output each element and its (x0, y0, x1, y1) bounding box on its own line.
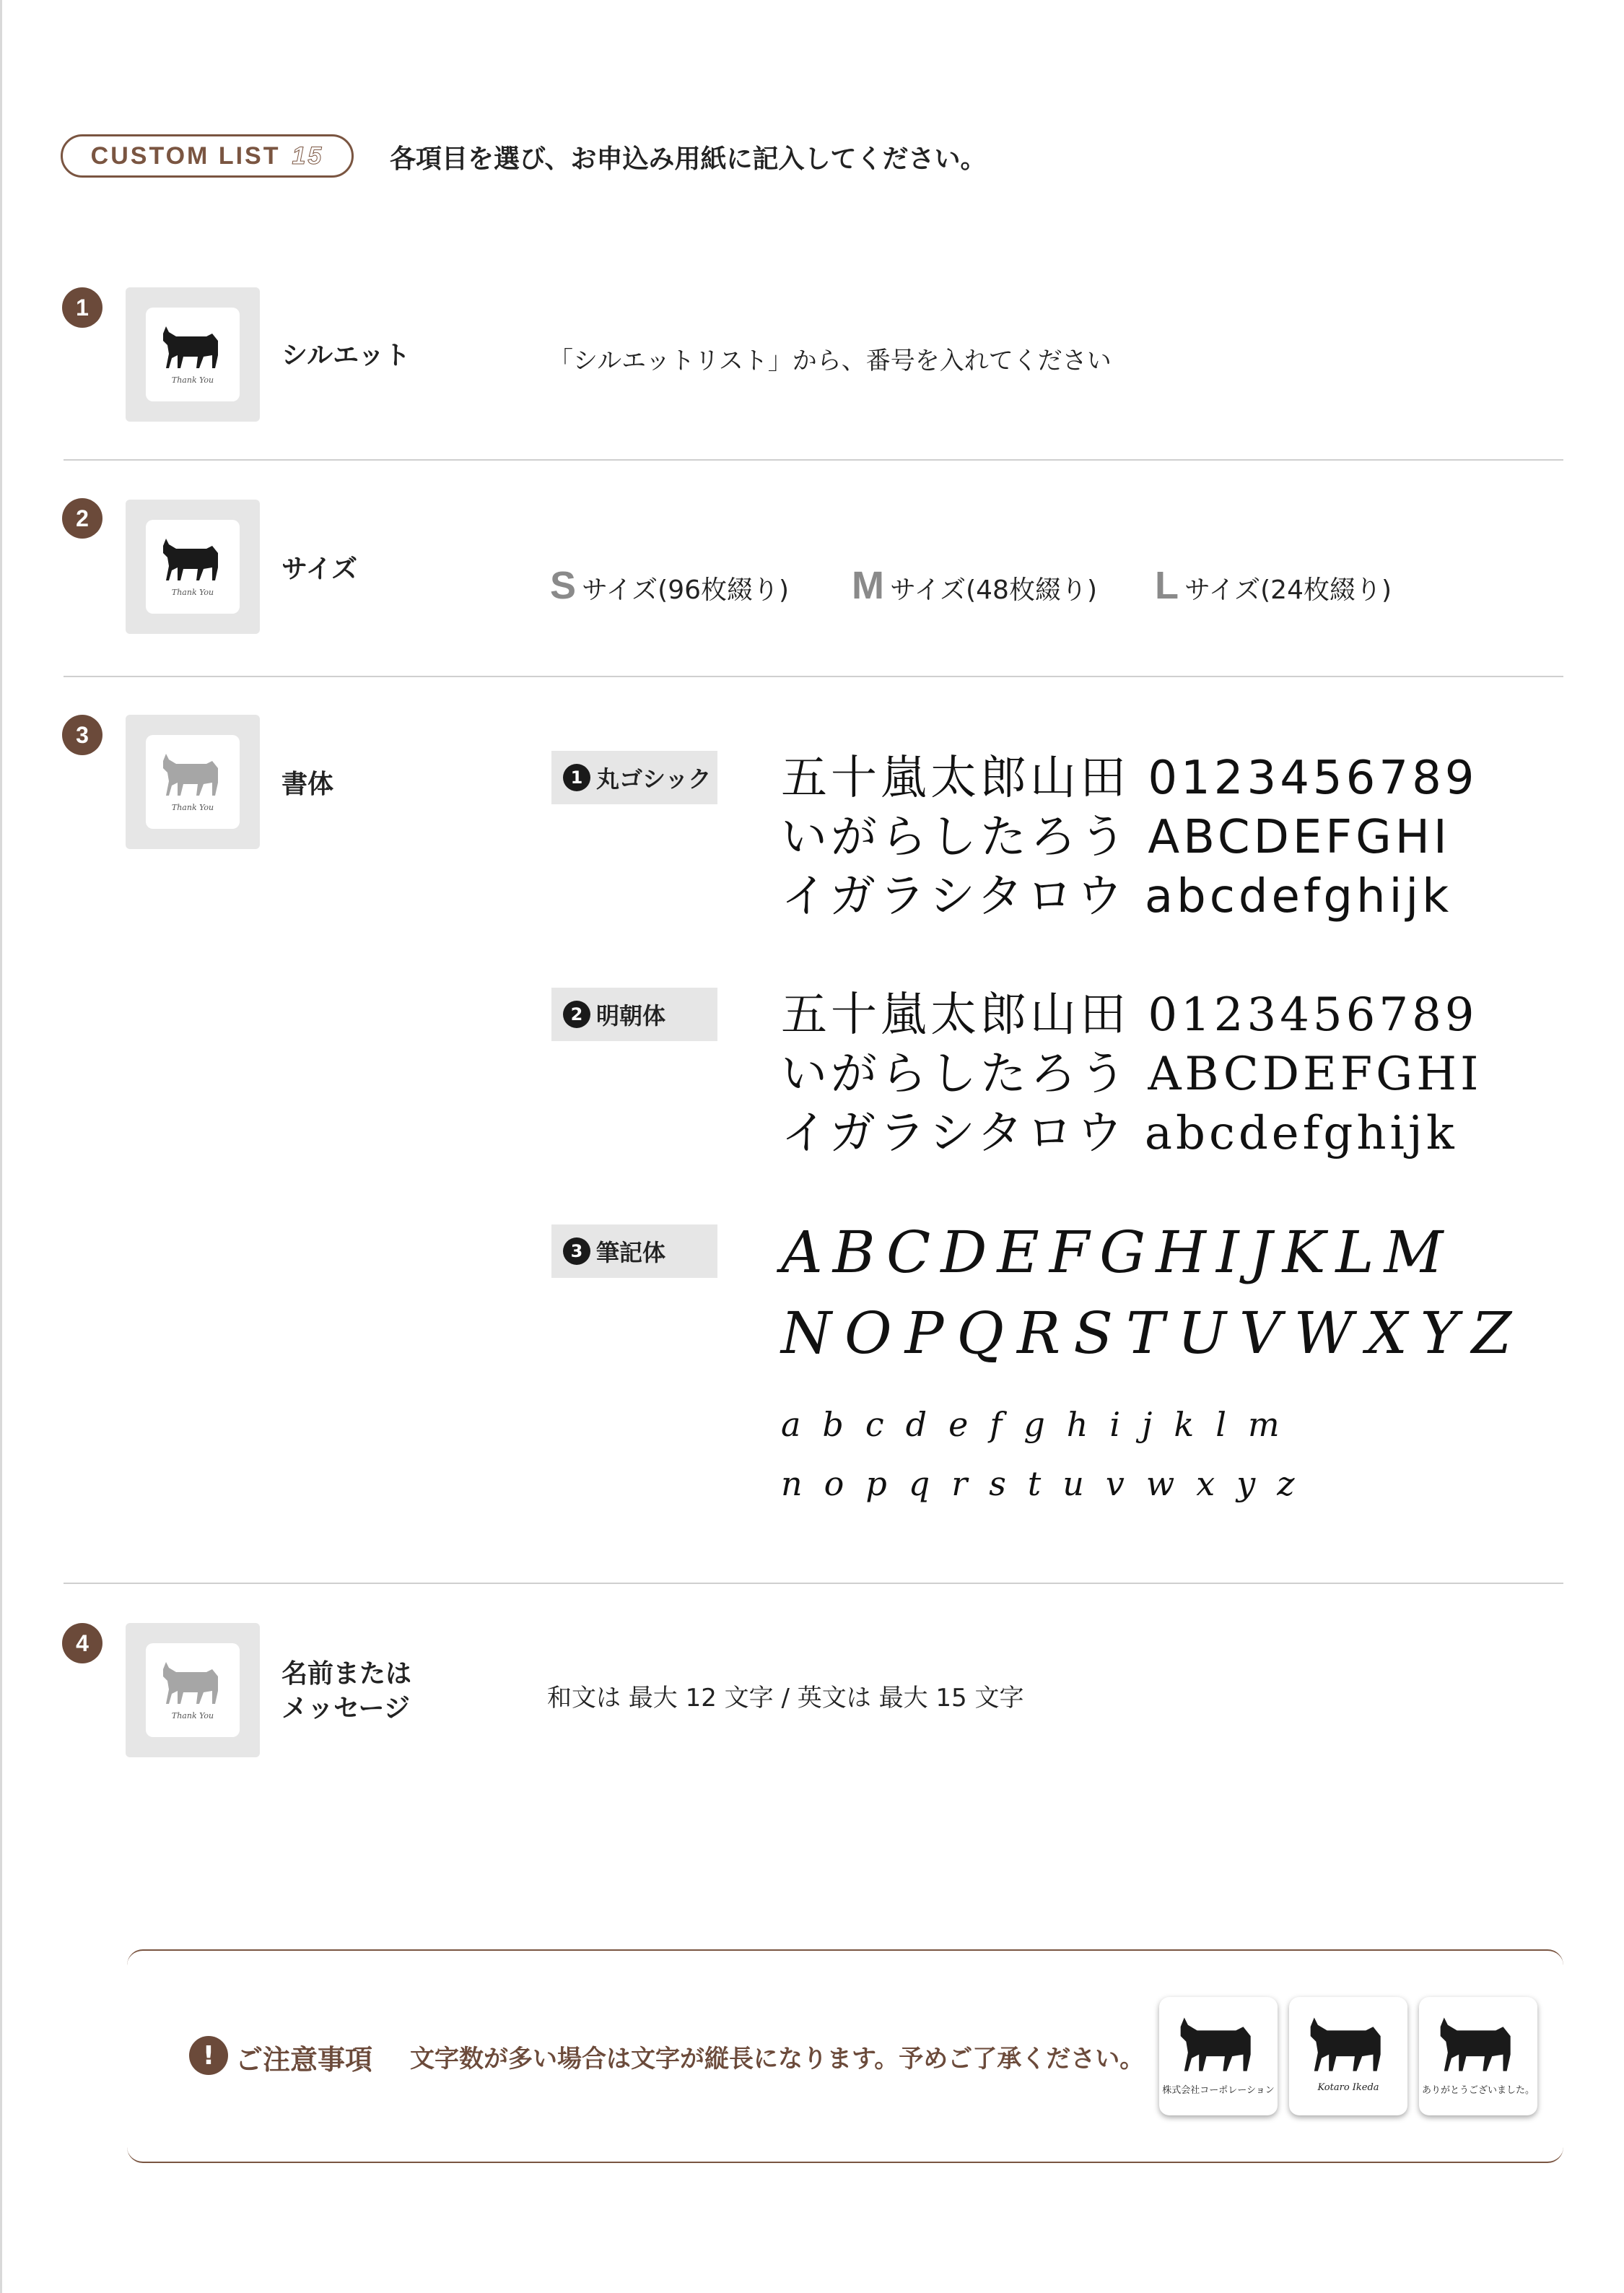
size-thumbnail (126, 500, 260, 634)
example-caption: ありがとうございました。 (1421, 2085, 1534, 2096)
size-option-l (1155, 563, 1392, 608)
font-sample-line: NOPQRSTUVWXYZ (781, 1300, 1525, 1367)
font-tag-maru-gothic (551, 751, 717, 804)
size-option-s (550, 563, 789, 608)
section-number-2: 2 (62, 498, 102, 539)
font-tag-number: 2 (563, 1001, 590, 1028)
size-option-m (852, 563, 1097, 608)
font-thumbnail (126, 715, 260, 849)
size-text: サイズ(24枚綴り) (1184, 575, 1392, 605)
font-sample-line: イガラシタロウ abcdefghijk (781, 870, 1453, 923)
font-tag-mincho (551, 988, 717, 1041)
divider (64, 1583, 1563, 1584)
size-letter: M (852, 564, 884, 607)
font-sample-line: 五十嵐太郎山田 0123456789 (781, 752, 1478, 805)
font-tag-label: 筆記体 (596, 1239, 666, 1266)
example-card (1419, 1997, 1537, 2115)
font-tag-number: 3 (563, 1237, 590, 1265)
section-label-name-line1: 名前または (281, 1659, 412, 1689)
example-card (1289, 1997, 1407, 2115)
font-tag-number: 1 (563, 764, 590, 791)
divider (64, 676, 1563, 677)
font-tag-label: 丸ゴシック (596, 765, 712, 793)
cat-silhouette-icon (1305, 2010, 1392, 2075)
notice-text: 文字数が多い場合は文字が縦長になります。予めご了承ください。 (410, 2045, 1145, 2074)
font-sample-line: nopqrstuvwxyz (781, 1464, 1317, 1503)
example-card (1159, 1997, 1278, 2115)
size-letter: S (550, 564, 577, 607)
thumb-caption: Thank You (171, 588, 214, 597)
section-number-4: 4 (62, 1623, 102, 1663)
notice-title: ご注意事項 (235, 2044, 373, 2076)
badge-label: CUSTOM LIST (90, 142, 281, 170)
section-label-font: 書体 (281, 770, 334, 799)
cat-silhouette-icon (159, 321, 227, 371)
font-sample-line: 五十嵐太郎山田 0123456789 (781, 988, 1478, 1042)
font-sample-line: ABCDEFGHIJKLM (781, 1219, 1454, 1286)
custom-list-badge (61, 134, 354, 178)
cat-silhouette-icon (1435, 2010, 1522, 2075)
silhouette-instruction: 「シルエットリスト」から、番号を入れてください (549, 347, 1112, 375)
font-sample-line: abcdefghijklm (781, 1405, 1301, 1444)
cat-silhouette-icon (159, 748, 227, 799)
cat-silhouette-icon (1175, 2010, 1262, 2075)
font-sample-line: イガラシタロウ abcdefghijk (781, 1107, 1458, 1160)
section-label-name-line2: メッセージ (281, 1694, 410, 1723)
size-text: サイズ(48枚綴り) (889, 575, 1098, 605)
section-label-size: サイズ (281, 554, 358, 584)
thumb-caption: Thank You (171, 375, 214, 385)
example-caption: Kotaro Ikeda (1317, 2082, 1379, 2093)
section-number-3: 3 (62, 715, 102, 755)
example-caption: 株式会社コーポレーション (1162, 2085, 1275, 2096)
section-number-1: 1 (62, 287, 102, 328)
silhouette-thumbnail (126, 287, 260, 422)
message-thumbnail (126, 1623, 260, 1757)
font-sample-line: いがらしたろう ABCDEFGHI (781, 811, 1451, 864)
header-instruction: 各項目を選び、お申込み用紙に記入してください。 (390, 144, 987, 174)
font-tag-label: 明朝体 (596, 1002, 666, 1030)
badge-number: 15 (292, 142, 324, 170)
cat-silhouette-icon (159, 1656, 227, 1707)
thumb-caption: Thank You (171, 1711, 214, 1720)
size-letter: L (1155, 564, 1179, 607)
section-label-silhouette: シルエット (281, 341, 411, 370)
size-text: サイズ(96枚綴り) (582, 575, 790, 605)
cat-silhouette-icon (159, 533, 227, 583)
character-limit-text: 和文は 最大 12 文字 / 英文は 最大 15 文字 (547, 1684, 1024, 1713)
thumb-caption: Thank You (171, 803, 214, 812)
divider (64, 459, 1563, 461)
warning-icon: ! (189, 2036, 228, 2075)
font-sample-line: いがらしたろう ABCDEFGHI (781, 1048, 1483, 1101)
page-edge (0, 0, 2, 2293)
font-tag-script (551, 1224, 717, 1278)
